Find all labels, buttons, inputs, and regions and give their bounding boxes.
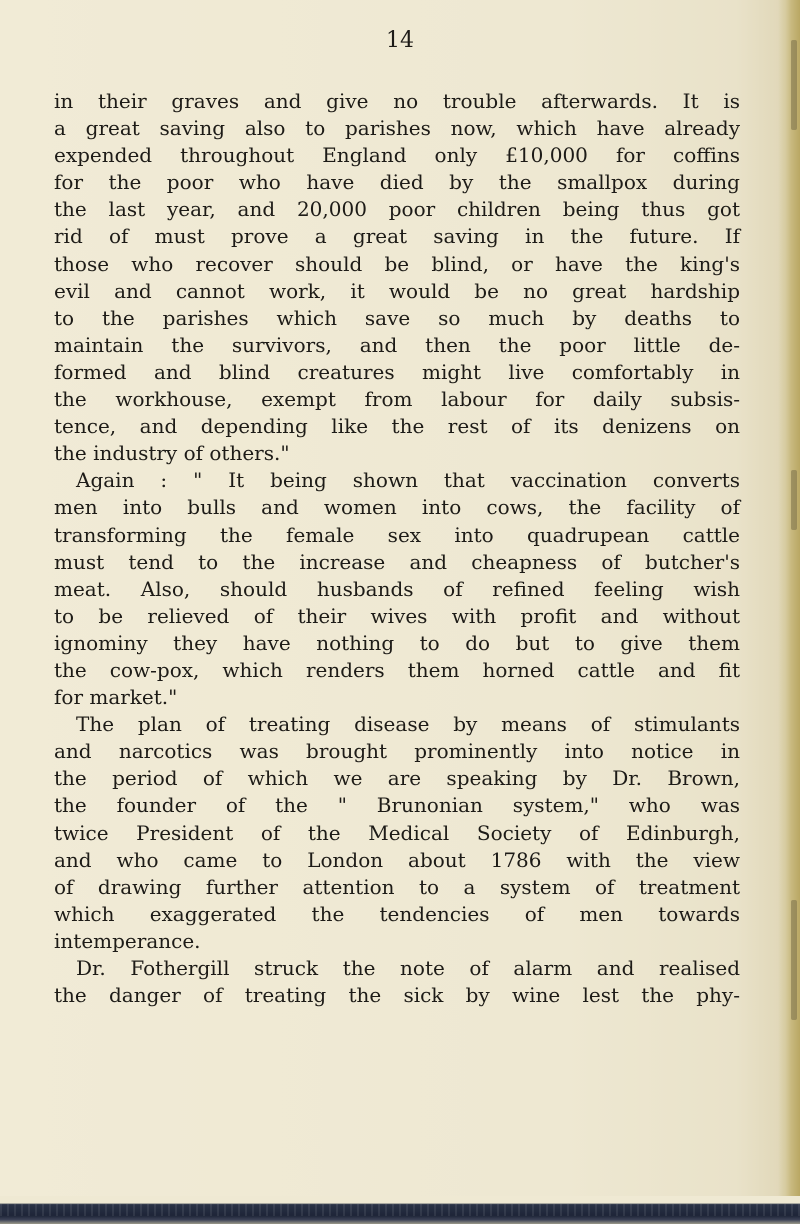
text-line: formed and blind creatures might live comfortably in: [54, 359, 740, 384]
text-line: the danger of treating the sick by wine lest the phy-: [54, 983, 740, 1008]
text-line: for market.": [54, 685, 178, 710]
text-line: maintain the survivors, and then the poor little de-: [54, 332, 740, 357]
text-line: the cow-pox, which renders them horned cattle and fit: [54, 657, 740, 682]
text-line: which exaggerated the tendencies of men towards: [54, 901, 740, 926]
text-line: and narcotics was brought prominently into notice in: [54, 739, 740, 764]
text-line: Dr. Fothergill struck the note of alarm and realised: [76, 956, 740, 980]
text-line: meat. Also, should husbands of refined feeling wish: [54, 576, 740, 601]
page-edge-shadow: [778, 0, 800, 1224]
text-line: transforming the female sex into quadrupean cattle: [54, 522, 740, 547]
page-number: 14: [386, 28, 414, 53]
text-line: to be relieved of their wives with profit and without: [54, 603, 740, 628]
text-line: expended throughout England only £10,000 for coffins: [54, 143, 740, 168]
text-line: twice President of the Medical Society of Edinburgh,: [54, 820, 740, 845]
body-text: [54, 88, 740, 1009]
text-line: the last year, and 20,000 poor children being thus got: [54, 197, 740, 222]
text-line: ignominy they have nothing to do but to give them: [54, 630, 740, 655]
text-line: intemperance.: [54, 928, 201, 953]
text-line: men into bulls and women into cows, the facility of: [54, 495, 740, 520]
text-line: of drawing further attention to a system of treatment: [54, 874, 740, 899]
text-line: the industry of others.": [54, 441, 290, 466]
text-line: evil and cannot work, it would be no great hardship: [54, 278, 740, 303]
text-line: The plan of treating disease by means of stimulants: [76, 712, 740, 737]
text-line: those who recover should be blind, or have the king's: [54, 251, 740, 276]
text-line: the period of which we are speaking by Dr. Brown,: [54, 766, 740, 791]
text-line: and who came to London about 1786 with the view: [54, 847, 740, 872]
text-line: the workhouse, exempt from labour for daily subsis-: [54, 387, 740, 412]
text-line: a great saving also to parishes now, which have already: [54, 116, 740, 141]
text-line: tence, and depending like the rest of its denizens on: [54, 414, 740, 439]
scan-bottom-edge: [0, 1196, 800, 1224]
text-line: Again : " It being shown that vaccination converts: [76, 468, 740, 493]
text-line: for the poor who have died by the smallpox during: [54, 170, 740, 195]
text-line: the founder of the " Brunonian system," who was: [54, 793, 740, 818]
edge-mark: [791, 470, 797, 530]
text-line: must tend to the increase and cheapness of butcher's: [54, 549, 740, 574]
text-line: in their graves and give no trouble afterwards. It is: [54, 89, 740, 113]
text-line: to the parishes which save so much by deaths to: [54, 305, 740, 330]
text-line: rid of must prove a great saving in the future. If: [54, 224, 740, 249]
edge-mark: [791, 900, 797, 1020]
